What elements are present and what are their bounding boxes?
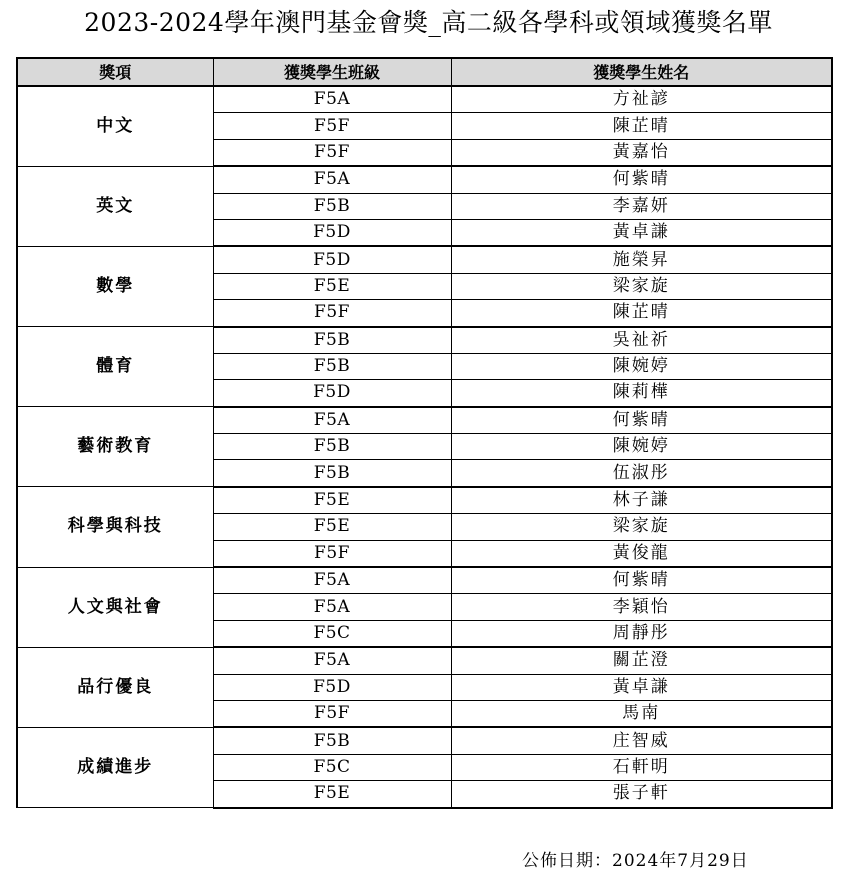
table-row — [17, 327, 832, 354]
student-name: 梁家旋 — [451, 273, 832, 299]
table-row — [17, 567, 832, 594]
student-name: 陳婉婷 — [451, 353, 832, 379]
student-class: F5A — [213, 647, 451, 674]
student-class: F5D — [213, 674, 451, 700]
student-class: F5A — [213, 86, 451, 113]
student-name: 黃嘉怡 — [451, 139, 832, 166]
table-row — [17, 727, 832, 754]
award-category: 品行優良 — [17, 647, 213, 727]
header-name: 獲獎學生姓名 — [451, 58, 832, 86]
table-row — [17, 647, 832, 674]
student-name: 陳婉婷 — [451, 434, 832, 460]
student-name: 梁家旋 — [451, 514, 832, 540]
student-class: F5B — [213, 353, 451, 379]
student-class: F5F — [213, 700, 451, 727]
student-class: F5B — [213, 434, 451, 460]
student-name: 黃俊龍 — [451, 540, 832, 567]
student-name: 庄智威 — [451, 727, 832, 754]
header-award: 獎項 — [17, 58, 213, 86]
student-class: F5F — [213, 540, 451, 567]
award-category: 人文與社會 — [17, 567, 213, 647]
award-category: 中文 — [17, 86, 213, 166]
student-class: F5A — [213, 567, 451, 594]
student-name: 何紫晴 — [451, 166, 832, 193]
student-name: 陳莉樺 — [451, 380, 832, 407]
table-row — [17, 166, 832, 193]
student-class: F5E — [213, 781, 451, 808]
header-class: 獲獎學生班級 — [213, 58, 451, 86]
student-class: F5F — [213, 139, 451, 166]
student-name: 陳芷晴 — [451, 113, 832, 139]
student-class: F5A — [213, 594, 451, 620]
award-category: 成績進步 — [17, 727, 213, 807]
student-class: F5E — [213, 514, 451, 540]
student-name: 黃卓謙 — [451, 674, 832, 700]
student-name: 關芷澄 — [451, 647, 832, 674]
student-name: 林子謙 — [451, 487, 832, 514]
student-name: 伍淑彤 — [451, 460, 832, 487]
award-category: 科學與科技 — [17, 487, 213, 567]
table-row — [17, 487, 832, 514]
student-class: F5A — [213, 407, 451, 434]
student-class: F5C — [213, 620, 451, 647]
student-name: 施榮昇 — [451, 246, 832, 273]
award-category: 英文 — [17, 166, 213, 246]
publish-date: 公佈日期：2024年7月29日 — [522, 851, 749, 871]
student-class: F5B — [213, 460, 451, 487]
student-class: F5B — [213, 727, 451, 754]
student-class: F5D — [213, 219, 451, 246]
student-name: 何紫晴 — [451, 567, 832, 594]
page-title: 2023-2024學年澳門基金會獎_高二級各學科或領域獲獎名單 — [84, 8, 773, 37]
student-class: F5F — [213, 300, 451, 327]
award-category: 數學 — [17, 246, 213, 326]
student-class: F5F — [213, 113, 451, 139]
table-row — [17, 407, 832, 434]
student-class: F5B — [213, 327, 451, 354]
student-class: F5C — [213, 754, 451, 780]
student-class: F5E — [213, 273, 451, 299]
student-name: 陳芷晴 — [451, 300, 832, 327]
table-row — [17, 246, 832, 273]
student-name: 李穎怡 — [451, 594, 832, 620]
table-header-row — [17, 58, 832, 86]
table-body — [17, 86, 832, 808]
student-name: 黃卓謙 — [451, 219, 832, 246]
student-name: 張子軒 — [451, 781, 832, 808]
table-row — [17, 86, 832, 113]
awards-table — [16, 57, 833, 809]
award-category: 藝術教育 — [17, 407, 213, 487]
award-category: 體育 — [17, 327, 213, 407]
student-name: 馬南 — [451, 700, 832, 727]
student-class: F5A — [213, 166, 451, 193]
student-name: 石軒明 — [451, 754, 832, 780]
student-name: 何紫晴 — [451, 407, 832, 434]
student-class: F5B — [213, 193, 451, 219]
student-name: 李嘉妍 — [451, 193, 832, 219]
student-name: 周靜彤 — [451, 620, 832, 647]
student-name: 方祉諺 — [451, 86, 832, 113]
student-class: F5E — [213, 487, 451, 514]
student-class: F5D — [213, 380, 451, 407]
student-class: F5D — [213, 246, 451, 273]
student-name: 吳祉祈 — [451, 327, 832, 354]
